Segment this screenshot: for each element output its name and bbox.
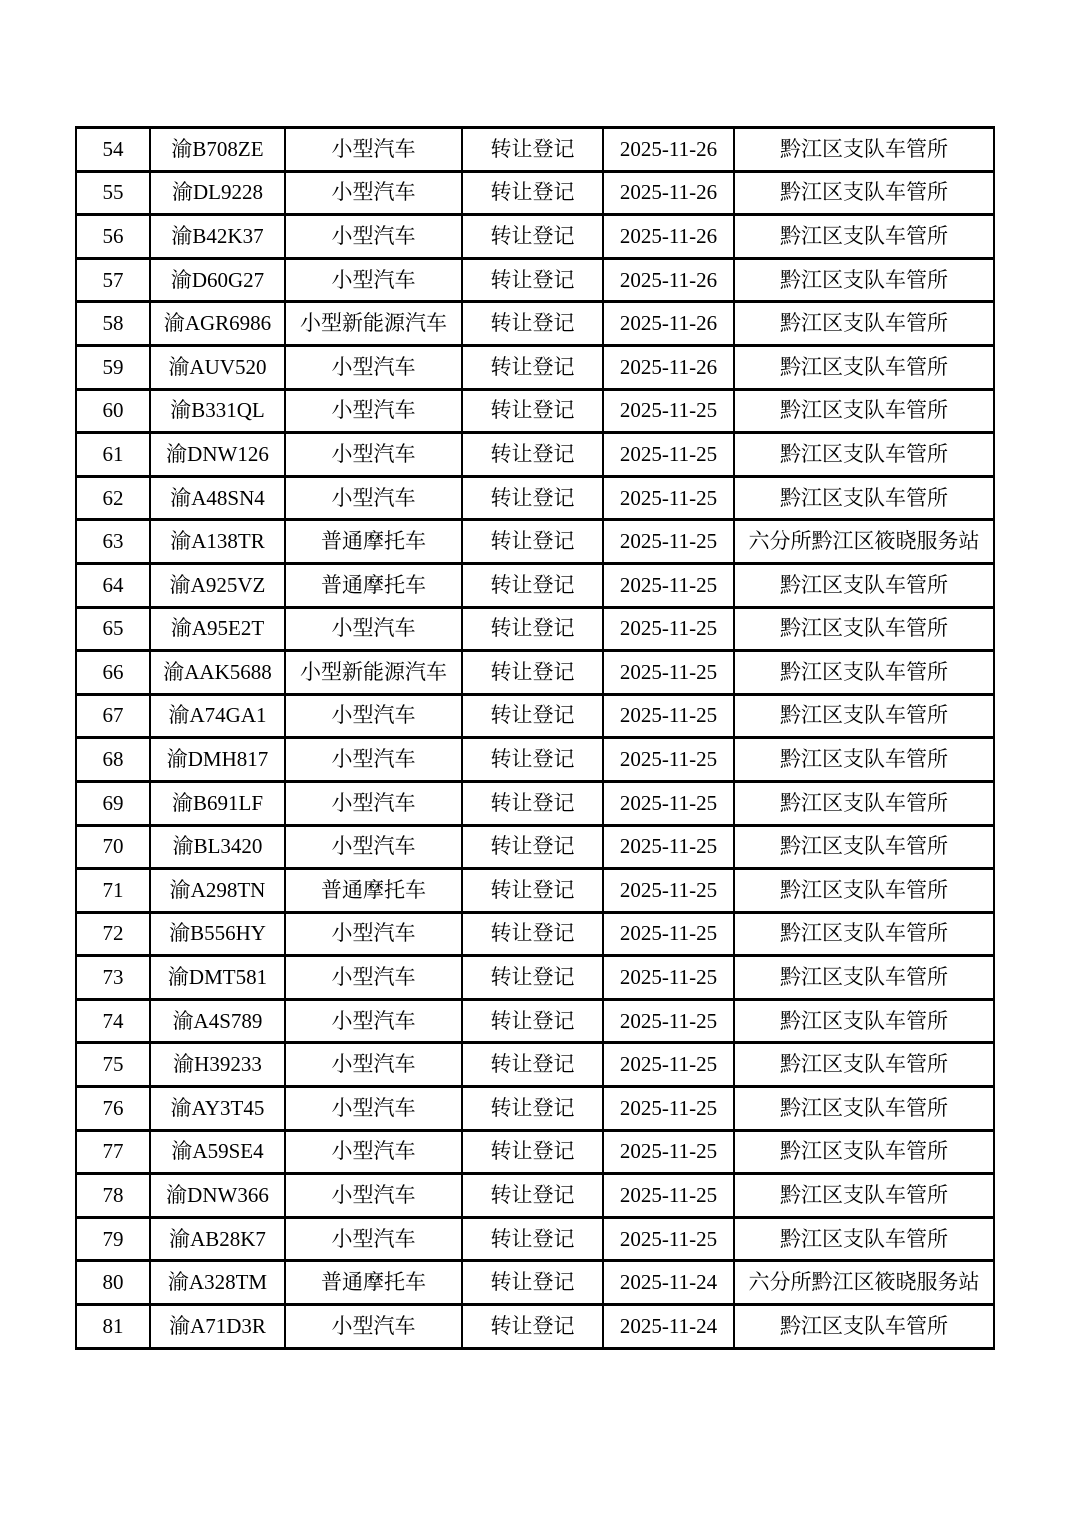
cell-vehicle-type: 小型汽车 bbox=[285, 476, 462, 520]
cell-business-type: 转让登记 bbox=[462, 302, 603, 346]
cell-plate: 渝DNW366 bbox=[150, 1174, 285, 1218]
cell-date: 2025-11-25 bbox=[603, 476, 734, 520]
cell-index: 73 bbox=[76, 956, 150, 1000]
cell-index: 62 bbox=[76, 476, 150, 520]
table-row bbox=[76, 476, 994, 520]
cell-vehicle-type: 小型汽车 bbox=[285, 171, 462, 215]
cell-date: 2025-11-26 bbox=[603, 302, 734, 346]
cell-business-type: 转让登记 bbox=[462, 1087, 603, 1131]
cell-vehicle-type: 小型汽车 bbox=[285, 999, 462, 1043]
cell-business-type: 转让登记 bbox=[462, 520, 603, 564]
cell-office: 黔江区支队车管所 bbox=[734, 694, 994, 738]
cell-plate: 渝A74GA1 bbox=[150, 694, 285, 738]
cell-office: 黔江区支队车管所 bbox=[734, 607, 994, 651]
cell-business-type: 转让登记 bbox=[462, 433, 603, 477]
cell-vehicle-type: 小型汽车 bbox=[285, 738, 462, 782]
cell-plate: 渝A59SE4 bbox=[150, 1130, 285, 1174]
cell-index: 76 bbox=[76, 1087, 150, 1131]
cell-date: 2025-11-25 bbox=[603, 1043, 734, 1087]
cell-plate: 渝A328TM bbox=[150, 1261, 285, 1305]
cell-plate: 渝AAK5688 bbox=[150, 651, 285, 695]
cell-plate: 渝A298TN bbox=[150, 869, 285, 913]
cell-vehicle-type: 小型汽车 bbox=[285, 389, 462, 433]
cell-business-type: 转让登记 bbox=[462, 825, 603, 869]
cell-office: 黔江区支队车管所 bbox=[734, 258, 994, 302]
cell-business-type: 转让登记 bbox=[462, 999, 603, 1043]
cell-vehicle-type: 普通摩托车 bbox=[285, 869, 462, 913]
cell-date: 2025-11-25 bbox=[603, 912, 734, 956]
cell-date: 2025-11-25 bbox=[603, 1087, 734, 1131]
table-row bbox=[76, 956, 994, 1000]
cell-plate: 渝B556HY bbox=[150, 912, 285, 956]
table-row bbox=[76, 694, 994, 738]
cell-index: 61 bbox=[76, 433, 150, 477]
cell-vehicle-type: 小型汽车 bbox=[285, 1043, 462, 1087]
cell-office: 黔江区支队车管所 bbox=[734, 389, 994, 433]
cell-date: 2025-11-24 bbox=[603, 1261, 734, 1305]
cell-date: 2025-11-25 bbox=[603, 563, 734, 607]
cell-plate: 渝A925VZ bbox=[150, 563, 285, 607]
cell-index: 56 bbox=[76, 215, 150, 259]
cell-vehicle-type: 小型汽车 bbox=[285, 694, 462, 738]
cell-date: 2025-11-25 bbox=[603, 520, 734, 564]
cell-index: 78 bbox=[76, 1174, 150, 1218]
cell-office: 黔江区支队车管所 bbox=[734, 1087, 994, 1131]
cell-office: 黔江区支队车管所 bbox=[734, 433, 994, 477]
cell-office: 黔江区支队车管所 bbox=[734, 1043, 994, 1087]
cell-vehicle-type: 小型汽车 bbox=[285, 1130, 462, 1174]
table-row bbox=[76, 258, 994, 302]
cell-plate: 渝DL9228 bbox=[150, 171, 285, 215]
cell-plate: 渝AB28K7 bbox=[150, 1217, 285, 1261]
cell-date: 2025-11-25 bbox=[603, 433, 734, 477]
table-row bbox=[76, 651, 994, 695]
cell-office: 黔江区支队车管所 bbox=[734, 215, 994, 259]
cell-vehicle-type: 小型汽车 bbox=[285, 258, 462, 302]
cell-vehicle-type: 小型汽车 bbox=[285, 781, 462, 825]
cell-vehicle-type: 小型汽车 bbox=[285, 433, 462, 477]
cell-office: 黔江区支队车管所 bbox=[734, 171, 994, 215]
cell-vehicle-type: 小型汽车 bbox=[285, 215, 462, 259]
table-row bbox=[76, 345, 994, 389]
cell-business-type: 转让登记 bbox=[462, 128, 603, 172]
cell-business-type: 转让登记 bbox=[462, 563, 603, 607]
cell-office: 黔江区支队车管所 bbox=[734, 563, 994, 607]
cell-office: 黔江区支队车管所 bbox=[734, 128, 994, 172]
cell-date: 2025-11-25 bbox=[603, 1174, 734, 1218]
table-row bbox=[76, 128, 994, 172]
cell-vehicle-type: 小型汽车 bbox=[285, 1305, 462, 1349]
cell-office: 黔江区支队车管所 bbox=[734, 869, 994, 913]
cell-index: 68 bbox=[76, 738, 150, 782]
cell-index: 55 bbox=[76, 171, 150, 215]
table-row bbox=[76, 520, 994, 564]
cell-business-type: 转让登记 bbox=[462, 956, 603, 1000]
cell-index: 54 bbox=[76, 128, 150, 172]
cell-vehicle-type: 小型汽车 bbox=[285, 825, 462, 869]
cell-plate: 渝DMH817 bbox=[150, 738, 285, 782]
cell-business-type: 转让登记 bbox=[462, 389, 603, 433]
cell-office: 黔江区支队车管所 bbox=[734, 1174, 994, 1218]
cell-index: 58 bbox=[76, 302, 150, 346]
cell-index: 79 bbox=[76, 1217, 150, 1261]
cell-office: 黔江区支队车管所 bbox=[734, 738, 994, 782]
table-row bbox=[76, 1305, 994, 1349]
table-row bbox=[76, 171, 994, 215]
table-row bbox=[76, 825, 994, 869]
cell-business-type: 转让登记 bbox=[462, 651, 603, 695]
cell-index: 77 bbox=[76, 1130, 150, 1174]
cell-plate: 渝B331QL bbox=[150, 389, 285, 433]
cell-date: 2025-11-25 bbox=[603, 607, 734, 651]
cell-office: 六分所黔江区筱晓服务站 bbox=[734, 520, 994, 564]
cell-index: 70 bbox=[76, 825, 150, 869]
cell-business-type: 转让登记 bbox=[462, 345, 603, 389]
cell-plate: 渝D60G27 bbox=[150, 258, 285, 302]
cell-plate: 渝AGR6986 bbox=[150, 302, 285, 346]
cell-index: 65 bbox=[76, 607, 150, 651]
cell-plate: 渝H39233 bbox=[150, 1043, 285, 1087]
cell-date: 2025-11-25 bbox=[603, 1130, 734, 1174]
cell-business-type: 转让登记 bbox=[462, 1043, 603, 1087]
cell-plate: 渝B691LF bbox=[150, 781, 285, 825]
table-row bbox=[76, 215, 994, 259]
cell-business-type: 转让登记 bbox=[462, 869, 603, 913]
table-row bbox=[76, 607, 994, 651]
table-row bbox=[76, 869, 994, 913]
table-row bbox=[76, 1217, 994, 1261]
cell-index: 66 bbox=[76, 651, 150, 695]
cell-index: 81 bbox=[76, 1305, 150, 1349]
cell-plate: 渝B708ZE bbox=[150, 128, 285, 172]
cell-vehicle-type: 普通摩托车 bbox=[285, 520, 462, 564]
table-row bbox=[76, 563, 994, 607]
cell-date: 2025-11-26 bbox=[603, 128, 734, 172]
cell-date: 2025-11-25 bbox=[603, 869, 734, 913]
cell-vehicle-type: 小型汽车 bbox=[285, 912, 462, 956]
cell-date: 2025-11-26 bbox=[603, 258, 734, 302]
cell-date: 2025-11-25 bbox=[603, 738, 734, 782]
cell-index: 75 bbox=[76, 1043, 150, 1087]
cell-plate: 渝AY3T45 bbox=[150, 1087, 285, 1131]
cell-vehicle-type: 小型新能源汽车 bbox=[285, 302, 462, 346]
cell-office: 黔江区支队车管所 bbox=[734, 1130, 994, 1174]
cell-date: 2025-11-26 bbox=[603, 345, 734, 389]
cell-date: 2025-11-24 bbox=[603, 1305, 734, 1349]
cell-vehicle-type: 小型汽车 bbox=[285, 1087, 462, 1131]
cell-plate: 渝BL3420 bbox=[150, 825, 285, 869]
cell-business-type: 转让登记 bbox=[462, 694, 603, 738]
table-row bbox=[76, 1174, 994, 1218]
cell-date: 2025-11-25 bbox=[603, 781, 734, 825]
table-row bbox=[76, 912, 994, 956]
cell-business-type: 转让登记 bbox=[462, 781, 603, 825]
cell-plate: 渝DMT581 bbox=[150, 956, 285, 1000]
cell-date: 2025-11-26 bbox=[603, 215, 734, 259]
cell-date: 2025-11-25 bbox=[603, 825, 734, 869]
cell-index: 63 bbox=[76, 520, 150, 564]
cell-business-type: 转让登记 bbox=[462, 1130, 603, 1174]
table-row bbox=[76, 1043, 994, 1087]
cell-business-type: 转让登记 bbox=[462, 1261, 603, 1305]
cell-vehicle-type: 小型汽车 bbox=[285, 1217, 462, 1261]
cell-business-type: 转让登记 bbox=[462, 738, 603, 782]
cell-business-type: 转让登记 bbox=[462, 912, 603, 956]
cell-date: 2025-11-25 bbox=[603, 1217, 734, 1261]
table-row bbox=[76, 1261, 994, 1305]
cell-date: 2025-11-25 bbox=[603, 651, 734, 695]
cell-plate: 渝A95E2T bbox=[150, 607, 285, 651]
cell-plate: 渝AUV520 bbox=[150, 345, 285, 389]
cell-business-type: 转让登记 bbox=[462, 1174, 603, 1218]
cell-index: 74 bbox=[76, 999, 150, 1043]
table-row bbox=[76, 433, 994, 477]
cell-office: 黔江区支队车管所 bbox=[734, 956, 994, 1000]
cell-office: 六分所黔江区筱晓服务站 bbox=[734, 1261, 994, 1305]
cell-vehicle-type: 普通摩托车 bbox=[285, 563, 462, 607]
cell-plate: 渝A48SN4 bbox=[150, 476, 285, 520]
cell-office: 黔江区支队车管所 bbox=[734, 999, 994, 1043]
table-row bbox=[76, 999, 994, 1043]
cell-vehicle-type: 小型汽车 bbox=[285, 345, 462, 389]
cell-office: 黔江区支队车管所 bbox=[734, 345, 994, 389]
cell-vehicle-type: 普通摩托车 bbox=[285, 1261, 462, 1305]
cell-office: 黔江区支队车管所 bbox=[734, 912, 994, 956]
table-row bbox=[76, 781, 994, 825]
cell-index: 80 bbox=[76, 1261, 150, 1305]
cell-index: 57 bbox=[76, 258, 150, 302]
table-row bbox=[76, 1130, 994, 1174]
cell-office: 黔江区支队车管所 bbox=[734, 476, 994, 520]
cell-plate: 渝DNW126 bbox=[150, 433, 285, 477]
table-row bbox=[76, 302, 994, 346]
cell-plate: 渝A138TR bbox=[150, 520, 285, 564]
cell-plate: 渝A4S789 bbox=[150, 999, 285, 1043]
cell-office: 黔江区支队车管所 bbox=[734, 781, 994, 825]
cell-business-type: 转让登记 bbox=[462, 258, 603, 302]
cell-business-type: 转让登记 bbox=[462, 215, 603, 259]
cell-index: 64 bbox=[76, 563, 150, 607]
cell-date: 2025-11-25 bbox=[603, 956, 734, 1000]
cell-index: 59 bbox=[76, 345, 150, 389]
cell-index: 71 bbox=[76, 869, 150, 913]
cell-index: 69 bbox=[76, 781, 150, 825]
cell-vehicle-type: 小型新能源汽车 bbox=[285, 651, 462, 695]
cell-business-type: 转让登记 bbox=[462, 171, 603, 215]
cell-business-type: 转让登记 bbox=[462, 607, 603, 651]
cell-business-type: 转让登记 bbox=[462, 476, 603, 520]
cell-office: 黔江区支队车管所 bbox=[734, 302, 994, 346]
table-row bbox=[76, 389, 994, 433]
cell-plate: 渝A71D3R bbox=[150, 1305, 285, 1349]
cell-vehicle-type: 小型汽车 bbox=[285, 1174, 462, 1218]
cell-office: 黔江区支队车管所 bbox=[734, 825, 994, 869]
cell-vehicle-type: 小型汽车 bbox=[285, 607, 462, 651]
cell-business-type: 转让登记 bbox=[462, 1217, 603, 1261]
cell-office: 黔江区支队车管所 bbox=[734, 1305, 994, 1349]
table-row bbox=[76, 738, 994, 782]
cell-date: 2025-11-25 bbox=[603, 694, 734, 738]
cell-date: 2025-11-25 bbox=[603, 999, 734, 1043]
cell-office: 黔江区支队车管所 bbox=[734, 1217, 994, 1261]
cell-plate: 渝B42K37 bbox=[150, 215, 285, 259]
cell-index: 72 bbox=[76, 912, 150, 956]
table-row bbox=[76, 1087, 994, 1131]
cell-office: 黔江区支队车管所 bbox=[734, 651, 994, 695]
cell-date: 2025-11-25 bbox=[603, 389, 734, 433]
cell-index: 67 bbox=[76, 694, 150, 738]
cell-date: 2025-11-26 bbox=[603, 171, 734, 215]
cell-vehicle-type: 小型汽车 bbox=[285, 956, 462, 1000]
cell-vehicle-type: 小型汽车 bbox=[285, 128, 462, 172]
cell-index: 60 bbox=[76, 389, 150, 433]
vehicle-transfer-registration-table bbox=[75, 126, 995, 1350]
cell-business-type: 转让登记 bbox=[462, 1305, 603, 1349]
